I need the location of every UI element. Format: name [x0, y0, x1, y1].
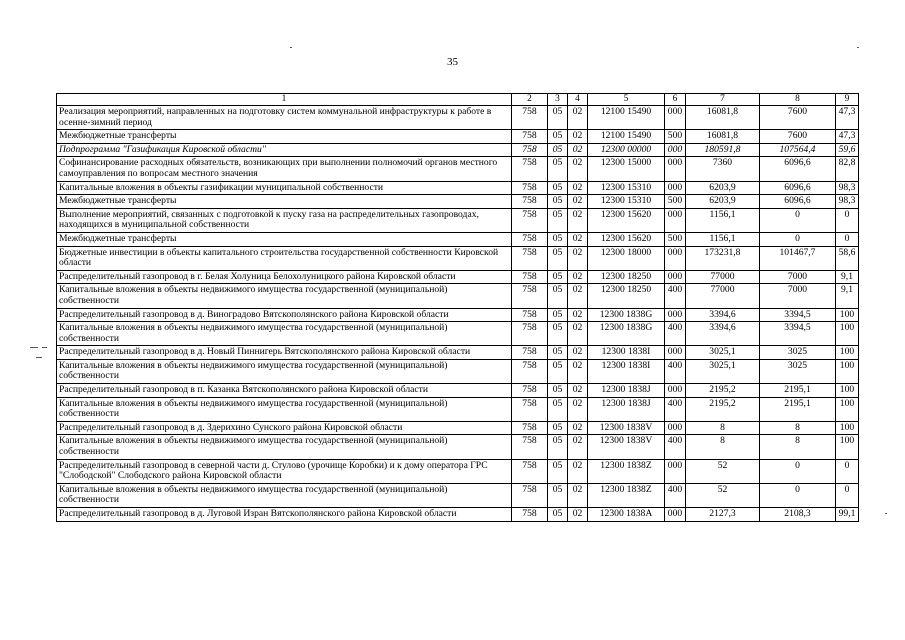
percent-executed: 0: [836, 459, 859, 483]
target-article: 12300 18250: [588, 284, 665, 308]
actual-amount: 3025: [760, 346, 836, 360]
actual-amount: 6096,6: [760, 181, 836, 195]
plan-amount: 2195,2: [686, 384, 760, 398]
percent-executed: 100: [836, 346, 859, 360]
expense-type: 000: [665, 246, 686, 270]
target-article: 12300 1838I: [588, 346, 665, 360]
actual-amount: 7000: [760, 270, 836, 284]
percent-executed: 9,1: [836, 284, 859, 308]
percent-executed: 100: [836, 397, 859, 421]
plan-amount: 77000: [686, 270, 760, 284]
table-row: [57, 208, 859, 232]
row-name: Распределительный газопровод в д. Здерихино Сунского района Кировской области: [57, 421, 512, 435]
percent-executed: 100: [836, 308, 859, 322]
ved-code: 758: [512, 232, 548, 246]
ved-code: 758: [512, 270, 548, 284]
row-name: Капитальные вложения в объекты недвижимого имущества государственной (муниципальной) собственности: [57, 322, 512, 346]
expense-type: 400: [665, 284, 686, 308]
row-name: Распределительный газопровод в д. Новый Пиннигерь Вятскополянского района Кировской области: [57, 346, 512, 360]
table-row: [57, 483, 859, 507]
target-article: 12300 1838J: [588, 397, 665, 421]
actual-amount: 3394,5: [760, 308, 836, 322]
percent-executed: 0: [836, 483, 859, 507]
target-article: 12300 1838Z: [588, 459, 665, 483]
target-article: 12300 18000: [588, 246, 665, 270]
subsection-code: 02: [568, 397, 588, 421]
target-article: 12300 18250: [588, 270, 665, 284]
subsection-code: 02: [568, 459, 588, 483]
ved-code: 758: [512, 181, 548, 195]
table-row: [57, 232, 859, 246]
expense-type: 400: [665, 397, 686, 421]
expense-type: 000: [665, 157, 686, 181]
plan-amount: 16081,8: [686, 106, 760, 130]
row-name: Межбюджетные трансферты: [57, 130, 512, 144]
section-code: 05: [548, 483, 568, 507]
subsection-code: 02: [568, 359, 588, 383]
section-code: 05: [548, 157, 568, 181]
section-code: 05: [548, 508, 568, 522]
subsection-code: 02: [568, 232, 588, 246]
ved-code: 758: [512, 246, 548, 270]
percent-executed: 100: [836, 384, 859, 398]
plan-amount: 6203,9: [686, 181, 760, 195]
subsection-code: 02: [568, 384, 588, 398]
subsection-code: 02: [568, 322, 588, 346]
row-name: Межбюджетные трансферты: [57, 195, 512, 209]
ved-code: 758: [512, 322, 548, 346]
plan-amount: 1156,1: [686, 208, 760, 232]
target-article: 12300 15620: [588, 208, 665, 232]
section-code: 05: [548, 232, 568, 246]
column-header: 8: [760, 94, 836, 106]
expense-type: 400: [665, 359, 686, 383]
expense-type: 400: [665, 435, 686, 459]
target-article: 12300 15620: [588, 232, 665, 246]
plan-amount: 6203,9: [686, 195, 760, 209]
ved-code: 758: [512, 130, 548, 144]
section-code: 05: [548, 384, 568, 398]
plan-amount: 3025,1: [686, 346, 760, 360]
percent-executed: 100: [836, 421, 859, 435]
percent-executed: 9,1: [836, 270, 859, 284]
plan-amount: 180591,8: [686, 143, 760, 157]
plan-amount: 3394,6: [686, 308, 760, 322]
table-row: [57, 435, 859, 459]
row-name: Подпрограмма "Газификация Кировской области": [57, 143, 512, 157]
plan-amount: 8: [686, 435, 760, 459]
target-article: 12300 1838J: [588, 384, 665, 398]
page-number: 35: [447, 56, 458, 68]
table-row: [57, 157, 859, 181]
table-header-row: [57, 94, 859, 106]
section-code: 05: [548, 246, 568, 270]
column-header: 5: [588, 94, 665, 106]
row-name: Капитальные вложения в объекты недвижимого имущества государственной (муниципальной) собственности: [57, 359, 512, 383]
target-article: 12300 00000: [588, 143, 665, 157]
expense-type: 000: [665, 208, 686, 232]
percent-executed: 0: [836, 208, 859, 232]
row-name: Распределительный газопровод в д. Луговой Изран Вятскополянского района Кировской области: [57, 508, 512, 522]
actual-amount: 0: [760, 459, 836, 483]
percent-executed: 47,3: [836, 130, 859, 144]
table-row: [57, 270, 859, 284]
column-header: 2: [512, 94, 548, 106]
actual-amount: 7600: [760, 130, 836, 144]
target-article: 12300 1838I: [588, 359, 665, 383]
expense-type: 500: [665, 232, 686, 246]
ved-code: 758: [512, 143, 548, 157]
target-article: 12100 15490: [588, 130, 665, 144]
percent-executed: 58,6: [836, 246, 859, 270]
ved-code: 758: [512, 397, 548, 421]
ved-code: 758: [512, 106, 548, 130]
section-code: 05: [548, 130, 568, 144]
table-row: [57, 421, 859, 435]
row-name: Капитальные вложения в объекты недвижимого имущества государственной (муниципальной) собственности: [57, 483, 512, 507]
row-name: Бюджетные инвестиции в объекты капитального строительства государственной собственности Кировской области: [57, 246, 512, 270]
target-article: 12300 15000: [588, 157, 665, 181]
subsection-code: 02: [568, 421, 588, 435]
expense-type: 000: [665, 106, 686, 130]
table-row: [57, 308, 859, 322]
subsection-code: 02: [568, 181, 588, 195]
ved-code: 758: [512, 359, 548, 383]
row-name: Выполнение мероприятий, связанных с подготовкой к пуску газа на распределительных газопроводах, находящихся в муниципальной собственности: [57, 208, 512, 232]
table-body: [57, 106, 859, 522]
section-code: 05: [548, 270, 568, 284]
actual-amount: 3394,5: [760, 322, 836, 346]
table-row: [57, 143, 859, 157]
scan-speck: [42, 347, 47, 348]
actual-amount: 6096,6: [760, 157, 836, 181]
expense-type: 000: [665, 308, 686, 322]
ved-code: 758: [512, 284, 548, 308]
target-article: 12300 1838Z: [588, 483, 665, 507]
row-name: Капитальные вложения в объекты недвижимого имущества государственной (муниципальной) собственности: [57, 435, 512, 459]
column-header: 9: [836, 94, 859, 106]
actual-amount: 6096,6: [760, 195, 836, 209]
column-header: 7: [686, 94, 760, 106]
section-code: 05: [548, 359, 568, 383]
expense-type: 000: [665, 143, 686, 157]
actual-amount: 8: [760, 421, 836, 435]
expense-type: 000: [665, 181, 686, 195]
table-row: [57, 106, 859, 130]
plan-amount: 3394,6: [686, 322, 760, 346]
actual-amount: 2195,1: [760, 397, 836, 421]
actual-amount: 0: [760, 232, 836, 246]
target-article: 12300 1838G: [588, 322, 665, 346]
row-name: Распределительный газопровод в п. Казанка Вятскополянского района Кировской области: [57, 384, 512, 398]
section-code: 05: [548, 421, 568, 435]
expense-type: 000: [665, 459, 686, 483]
target-article: 12300 1838V: [588, 435, 665, 459]
actual-amount: 2195,1: [760, 384, 836, 398]
subsection-code: 02: [568, 346, 588, 360]
ved-code: 758: [512, 157, 548, 181]
table-row: [57, 508, 859, 522]
table-row: [57, 346, 859, 360]
ved-code: 758: [512, 421, 548, 435]
expense-type: 400: [665, 483, 686, 507]
column-header: 1: [57, 94, 512, 106]
section-code: 05: [548, 322, 568, 346]
plan-amount: 2127,3: [686, 508, 760, 522]
scan-speck: [30, 347, 38, 348]
section-code: 05: [548, 284, 568, 308]
section-code: 05: [548, 106, 568, 130]
target-article: 12300 15310: [588, 195, 665, 209]
table-row: [57, 246, 859, 270]
target-article: 12100 15490: [588, 106, 665, 130]
percent-executed: 98,3: [836, 181, 859, 195]
plan-amount: 8: [686, 421, 760, 435]
actual-amount: 0: [760, 208, 836, 232]
section-code: 05: [548, 435, 568, 459]
row-name: Распределительный газопровод в северной части д. Стулово (урочище Коробки) и к дому оператора ГРС "Слободской" Слободского района Кировской области: [57, 459, 512, 483]
subsection-code: 02: [568, 195, 588, 209]
row-name: Капитальные вложения в объекты газификации муниципальной собственности: [57, 181, 512, 195]
section-code: 05: [548, 143, 568, 157]
target-article: 12300 1838V: [588, 421, 665, 435]
row-name: Распределительный газопровод в г. Белая Холуница Белохолуницкого района Кировской области: [57, 270, 512, 284]
target-article: 12300 1838A: [588, 508, 665, 522]
subsection-code: 02: [568, 157, 588, 181]
row-name: Софинансирование расходных обязательств, возникающих при выполнении полномочий органов местного самоуправления по вопросам местного значения: [57, 157, 512, 181]
column-header: 3: [548, 94, 568, 106]
section-code: 05: [548, 346, 568, 360]
actual-amount: 3025: [760, 359, 836, 383]
actual-amount: 2108,3: [760, 508, 836, 522]
subsection-code: 02: [568, 130, 588, 144]
section-code: 05: [548, 208, 568, 232]
table-row: [57, 384, 859, 398]
expense-type: 000: [665, 270, 686, 284]
ved-code: 758: [512, 195, 548, 209]
ved-code: 758: [512, 208, 548, 232]
row-name: Межбюджетные трансферты: [57, 232, 512, 246]
ved-code: 758: [512, 483, 548, 507]
subsection-code: 02: [568, 270, 588, 284]
ved-code: 758: [512, 508, 548, 522]
percent-executed: 100: [836, 322, 859, 346]
row-name: Капитальные вложения в объекты недвижимого имущества государственной (муниципальной) собственности: [57, 397, 512, 421]
table-row: [57, 397, 859, 421]
plan-amount: 2195,2: [686, 397, 760, 421]
subsection-code: 02: [568, 246, 588, 270]
expense-type: 000: [665, 421, 686, 435]
scan-speck: [885, 513, 887, 514]
scan-speck: [36, 357, 42, 358]
ved-code: 758: [512, 459, 548, 483]
table-row: [57, 459, 859, 483]
table-row: [57, 359, 859, 383]
column-header: 4: [568, 94, 588, 106]
subsection-code: 02: [568, 208, 588, 232]
subsection-code: 02: [568, 435, 588, 459]
actual-amount: 7600: [760, 106, 836, 130]
table-row: [57, 322, 859, 346]
subsection-code: 02: [568, 143, 588, 157]
expense-type: 000: [665, 384, 686, 398]
subsection-code: 02: [568, 308, 588, 322]
ved-code: 758: [512, 346, 548, 360]
subsection-code: 02: [568, 508, 588, 522]
section-code: 05: [548, 195, 568, 209]
expense-type: 000: [665, 346, 686, 360]
column-header: 6: [665, 94, 686, 106]
row-name: Распределительный газопровод в д. Виноградово Вятскополянского района Кировской области: [57, 308, 512, 322]
ved-code: 758: [512, 384, 548, 398]
plan-amount: 173231,8: [686, 246, 760, 270]
target-article: 12300 1838G: [588, 308, 665, 322]
row-name: Капитальные вложения в объекты недвижимого имущества государственной (муниципальной) собственности: [57, 284, 512, 308]
actual-amount: 8: [760, 435, 836, 459]
actual-amount: 7000: [760, 284, 836, 308]
subsection-code: 02: [568, 483, 588, 507]
plan-amount: 1156,1: [686, 232, 760, 246]
table-row: [57, 181, 859, 195]
row-name: Реализация мероприятий, направленных на подготовку систем коммунальной инфраструктуры к работе в осенне-зимний период: [57, 106, 512, 130]
percent-executed: 100: [836, 359, 859, 383]
budget-table: [56, 93, 859, 522]
plan-amount: 7360: [686, 157, 760, 181]
scan-speck: [290, 47, 292, 48]
plan-amount: 77000: [686, 284, 760, 308]
percent-executed: 59,6: [836, 143, 859, 157]
expense-type: 000: [665, 508, 686, 522]
target-article: 12300 15310: [588, 181, 665, 195]
table-row: [57, 130, 859, 144]
ved-code: 758: [512, 308, 548, 322]
percent-executed: 47,3: [836, 106, 859, 130]
subsection-code: 02: [568, 284, 588, 308]
section-code: 05: [548, 308, 568, 322]
table-row: [57, 284, 859, 308]
scan-speck: [857, 47, 859, 48]
plan-amount: 52: [686, 459, 760, 483]
percent-executed: 99,1: [836, 508, 859, 522]
table-row: [57, 195, 859, 209]
section-code: 05: [548, 181, 568, 195]
expense-type: 500: [665, 130, 686, 144]
subsection-code: 02: [568, 106, 588, 130]
expense-type: 500: [665, 195, 686, 209]
percent-executed: 98,3: [836, 195, 859, 209]
ved-code: 758: [512, 435, 548, 459]
expense-type: 400: [665, 322, 686, 346]
percent-executed: 100: [836, 435, 859, 459]
percent-executed: 82,8: [836, 157, 859, 181]
section-code: 05: [548, 459, 568, 483]
percent-executed: 0: [836, 232, 859, 246]
actual-amount: 101467,7: [760, 246, 836, 270]
plan-amount: 16081,8: [686, 130, 760, 144]
plan-amount: 3025,1: [686, 359, 760, 383]
plan-amount: 52: [686, 483, 760, 507]
actual-amount: 0: [760, 483, 836, 507]
actual-amount: 107564,4: [760, 143, 836, 157]
section-code: 05: [548, 397, 568, 421]
